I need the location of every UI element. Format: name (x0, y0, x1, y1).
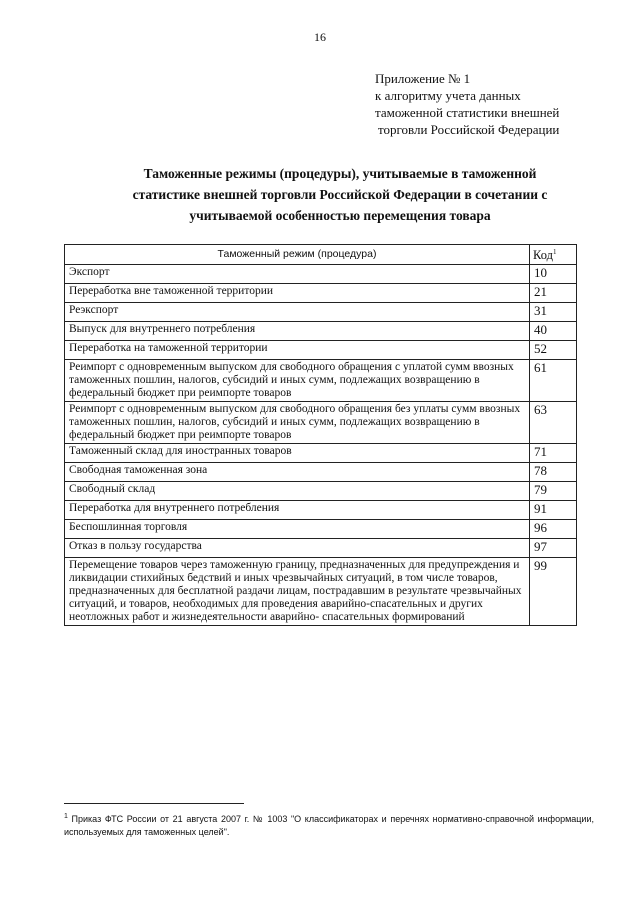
regime-code-cell: 78 (530, 463, 577, 482)
table-row (65, 341, 577, 360)
title-line-2: статистике внешней торговли Российской Федерации в сочетании с (132, 187, 548, 202)
appendix-line-3: таможенной статистики внешней (375, 105, 560, 120)
table-row (65, 539, 577, 558)
regime-name-cell: Таможенный склад для иностранных товаров (65, 444, 530, 463)
table-row (65, 501, 577, 520)
footnote (64, 810, 594, 839)
regime-name-cell: Реимпорт с одновременным выпуском для свободного обращения без уплаты сумм ввозных таможенных пошлин, налогов, субсидий и иных сумм, подлежащих возвращению в федеральный бюджет при реимпорте товаров (65, 402, 530, 444)
regime-code-cell: 61 (530, 360, 577, 402)
regime-code-cell: 79 (530, 482, 577, 501)
header-code-label: Код (533, 248, 553, 263)
table-row (65, 463, 577, 482)
document-title (100, 163, 580, 226)
regime-name-cell: Перемещение товаров через таможенную границу, предназначенных для предупреждения и ликвидации стихийных бедствий и иных чрезвычайных ситуаций, в том числе товаров, предназначенных для бесплатной раздачи лицам, пострадавшим в результате чрезвычайных ситуаций, и товаров, необходимых для проведения аварийно-спасательных и других неотложных работ и жизнедеятельности аварийно- спасательных формирований (65, 558, 530, 626)
footnote-divider (64, 803, 244, 804)
table-row (65, 520, 577, 539)
appendix-line-2: к алгоритму учета данных (375, 88, 521, 103)
table-row (65, 444, 577, 463)
regime-code-cell: 31 (530, 303, 577, 322)
appendix-line-1: Приложение № 1 (375, 71, 471, 86)
regime-code-cell: 10 (530, 265, 577, 284)
regime-name-cell: Беспошлинная торговля (65, 520, 530, 539)
header-regime: Таможенный режим (процедура) (65, 245, 530, 265)
regime-name-cell: Экспорт (65, 265, 530, 284)
regime-code-cell: 21 (530, 284, 577, 303)
appendix-header (375, 70, 605, 138)
table-row (65, 402, 577, 444)
table-header-row (65, 245, 577, 265)
table-row (65, 558, 577, 626)
regime-name-cell: Свободная таможенная зона (65, 463, 530, 482)
regime-code-cell: 71 (530, 444, 577, 463)
header-code-footnote-marker: 1 (552, 248, 557, 257)
regime-code-cell: 96 (530, 520, 577, 539)
regime-code-cell: 99 (530, 558, 577, 626)
table-row (65, 482, 577, 501)
regime-name-cell: Переработка для внутреннего потребления (65, 501, 530, 520)
page-number: 16 (314, 30, 326, 44)
regime-name-cell: Реимпорт с одновременным выпуском для свободного обращения с уплатой сумм ввозных таможенных пошлин, налогов, субсидий и иных сумм, подлежащих возвращению в федеральный бюджет при реимпорте товаров (65, 360, 530, 402)
table-row (65, 284, 577, 303)
regime-code-cell: 91 (530, 501, 577, 520)
table-row (65, 322, 577, 341)
header-code (530, 245, 577, 265)
regime-name-cell: Отказ в пользу государства (65, 539, 530, 558)
table-row (65, 265, 577, 284)
regime-name-cell: Реэкспорт (65, 303, 530, 322)
table-row (65, 360, 577, 402)
regime-name-cell: Свободный склад (65, 482, 530, 501)
footnote-marker: 1 (64, 813, 68, 820)
regime-name-cell: Переработка вне таможенной территории (65, 284, 530, 303)
title-line-1: Таможенные режимы (процедуры), учитываемые в таможенной (143, 166, 537, 181)
regime-name-cell: Выпуск для внутреннего потребления (65, 322, 530, 341)
footnote-text: Приказ ФТС России от 21 августа 2007 г. № 1003 "О классификаторах и перечнях нормативно-справочной информации, используемых для таможенных целей". (64, 814, 594, 837)
regime-code-cell: 63 (530, 402, 577, 444)
regime-code-cell: 40 (530, 322, 577, 341)
appendix-line-4: торговли Российской Федерации (378, 122, 560, 137)
regime-code-cell: 97 (530, 539, 577, 558)
customs-regimes-table (64, 244, 577, 626)
regime-code-cell: 52 (530, 341, 577, 360)
table-row (65, 303, 577, 322)
title-line-3: учитываемой особенностью перемещения товара (189, 208, 491, 223)
table-body (65, 265, 577, 626)
regime-name-cell: Переработка на таможенной территории (65, 341, 530, 360)
